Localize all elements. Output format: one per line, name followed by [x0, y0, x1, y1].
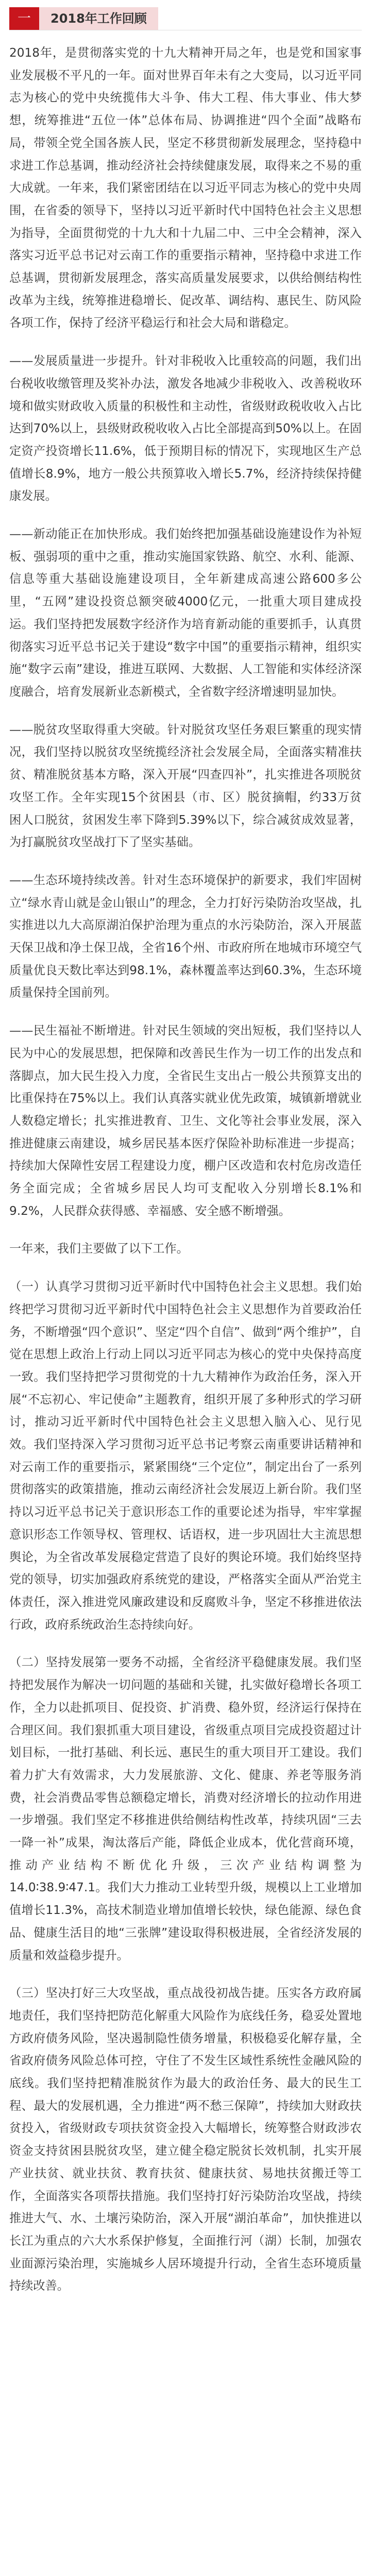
paragraph-work-item-2: （二）坚持发展第一要务不动摇，全省经济平稳健康发展。我们坚持把发展作为解决一切问题的基础和关键，扎实做好稳增长各项工作，全力以赴抓项目、促投资、扩消费、稳外贸，经济运行保持在合理区间。我们狠抓重大项目建设，省级重点项目完成投资超过计划目标，一批打基础、利长远、惠民生的重大项目开工建设。我们着力扩大有效需求，大力发展旅游、文化、健康、养老等服务消费，社会消费品零售总额稳定增长，消费对经济增长的拉动作用进一步增强。我们坚定不移推进供给侧结构性改革，持续巩固“三去一降一补”成果，淘汰落后产能，降低企业成本，优化营商环境，推动产业结构不断优化升级，三次产业结构调整为14.0∶38.9∶47.1。我们大力推动工业转型升级，规模以上工业增加值增长11.3%，高技术制造业增加值增长较快，绿色能源、绿色食品、健康生活目的地“三张牌”建设取得积极进展，全省经济发展的质量和效益稳步提升。: [9, 1655, 362, 1962]
paragraph-transition: 一年来，我们主要做了以下工作。: [9, 1242, 189, 1256]
paragraph-poverty-alleviation: ——脱贫攻坚取得重大突破。针对脱贫攻坚任务艰巨繁重的现实情况，我们坚持以脱贫攻坚统揽经济社会发展全局，全面落实精准扶贫、精准脱贫基本方略，深入开展“四查四补”，扎实推进各项脱贫攻坚工作。全年实现15个贫困县（市、区）脱贫摘帽，约33万贫困人口脱贫，贫困发生率下降到5.39%以下，综合减贫成效显著，为打赢脱贫攻坚战打下了坚实基础。: [9, 722, 362, 850]
paragraph-development-quality: ——发展质量进一步提升。针对非税收入比重较高的问题，我们出台税收收缴管理及奖补办法，激发各地减少非税收入、改善税收环境和做实财政收入质量的积极性和主动性，省级财政税收收入占比达到70%以上，县级财政税收收入占比全部提高到50%以上。在固定资产投资增长11.6%，低于预期目标的情况下，实现地区生产总值增长8.9%，地方一般公共预算收入增长5.7%，经济持续保持健康发展。: [9, 354, 362, 503]
paragraph-work-item-3: （三）坚决打好三大攻坚战，重点战役初战告捷。压实各方政府属地责任，我们坚持把防范化解重大风险作为底线任务，稳妥处置地方政府债务风险，坚决遏制隐性债务增量，积极稳妥化解存量，全省政府债务风险总体可控，守住了不发生区域性系统性金融风险的底线。我们坚持把精准脱贫作为最大的政治任务、最大的民生工程、最大的发展机遇，全力推进“两不愁三保障”，持续加大财政扶贫投入，省级财政专项扶贫资金投入大幅增长，统筹整合财政涉农资金支持贫困县脱贫攻坚，建立健全稳定脱贫长效机制，扎实开展产业扶贫、就业扶贫、教育扶贫、健康扶贫、易地扶贫搬迁等工作，全面落实各项帮扶措施。我们坚持打好污染防治攻坚战，持续推进大气、水、土壤污染防治，深入开展“湖泊革命”，加快推进以长江为重点的六大水系保护修复，全面推行河（湖）长制，加强农业面源污染治理，实施城乡人居环境提升行动，全省生态环境质量持续改善。: [9, 1986, 362, 2293]
paragraph-work-item-1: （一）认真学习贯彻习近平新时代中国特色社会主义思想。我们始终把学习贯彻习近平新时代中国特色社会主义思想作为首要政治任务，不断增强“四个意识”、坚定“四个自信”、做到“两个维护”，自觉在思想上政治上行动上同以习近平同志为核心的党中央保持高度一致。我们坚持把学习贯彻党的十九大精神作为政治任务，深入开展“不忘初心、牢记使命”主题教育，组织开展了多种形式的学习研讨，推动习近平新时代中国特色社会主义思想入脑入心、见行见效。我们坚持深入学习贯彻习近平总书记考察云南重要讲话精神和对云南工作的重要指示，紧紧围绕“三个定位”，制定出台了一系列贯彻落实的政策措施，推动云南经济社会发展迈上新台阶。我们坚持以习近平总书记关于意识形态工作的重要论述为指导，牢牢掌握意识形态工作领导权、管理权、话语权，进一步巩固壮大主流思想舆论，为全省改革发展稳定营造了良好的舆论环境。我们始终坚持党的领导，切实加强政府系统党的建设，严格落实全面从严治党主体责任，深入推进党风廉政建设和反腐败斗争，坚定不移推进依法行政，政府系统政治生态持续向好。: [9, 1280, 362, 1632]
section-number-badge: 一: [9, 7, 39, 30]
paragraph-ecology: ——生态环境持续改善。针对生态环境保护的新要求，我们牢固树立“绿水青山就是金山银山”的理念，全力打好污染防治攻坚战，扎实推进以九大高原湖泊保护治理为重点的水污染防治，深入开展蓝天保卫战和净土保卫战，全省16个州、市政府所在地城市环境空气质量优良天数比率达到98.1%，森林覆盖率达到60.3%，生态环境质量保持全国前列。: [9, 873, 362, 1000]
paragraph-livelihood: ——民生福祉不断增进。针对民生领域的突出短板，我们坚持以人民为中心的发展思想，把保障和改善民生作为一切工作的出发点和落脚点，加大民生投入力度，全省民生支出占一般公共预算支出的比重保持在75%以上。我们认真落实就业优先政策，城镇新增就业人数稳定增长；扎实推进教育、卫生、文化等社会事业发展，深入推进健康云南建设，城乡居民基本医疗保险补助标准进一步提高；持续加大保障性安居工程建设力度，棚户区改造和农村危房改造任务全面完成；全省城乡居民人均可支配收入分别增长8.1%和9.2%，人民群众获得感、幸福感、安全感不断增强。: [9, 1024, 362, 1218]
paragraph-new-momentum: ——新动能正在加快形成。我们始终把加强基础设施建设作为补短板、强弱项的重中之重，推动实施国家铁路、航空、水利、能源、信息等重大基础设施建设项目，全年新建成高速公路600多公里，“五网”建设投资总额突破4000亿元，一批重大项目建成投运。我们坚持把发展数字经济作为培育新动能的重要抓手，认真贯彻落实习近平总书记关于建设“数字中国”的重要指示精神，组织实施“数字云南”建设，推进互联网、大数据、人工智能和实体经济深度融合，培育发展新业态新模式，全省数字经济增速明显加快。: [9, 527, 362, 699]
article-body: [9, 42, 362, 2297]
section-header: [9, 7, 362, 30]
paragraph-overview: 2018年，是贯彻落实党的十九大精神开局之年，也是党和国家事业发展极不平凡的一年。面对世界百年未有之大变局，以习近平同志为核心的党中央统揽伟大斗争、伟大工程、伟大事业、伟大梦想，统筹推进“五位一体”总体布局、协调推进“四个全面”战略布局，带领全党全国各族人民，坚定不移贯彻新发展理念，坚持稳中求进工作总基调，推动经济社会持续健康发展，取得来之不易的重大成就。一年来，我们紧密团结在以习近平同志为核心的党中央周围，在省委的领导下，坚持以习近平新时代中国特色社会主义思想为指导，全面贯彻党的十九大和十九届二中、三中全会精神，深入落实习近平总书记对云南工作的重要指示精神，坚持稳中求进工作总基调，贯彻新发展理念，落实高质量发展要求，以供给侧结构性改革为主线，统筹推进稳增长、促改革、调结构、惠民生、防风险各项工作，保持了经济平稳运行和社会大局和谐稳定。: [9, 46, 362, 330]
section-title: 2018年工作回顾: [39, 7, 158, 30]
